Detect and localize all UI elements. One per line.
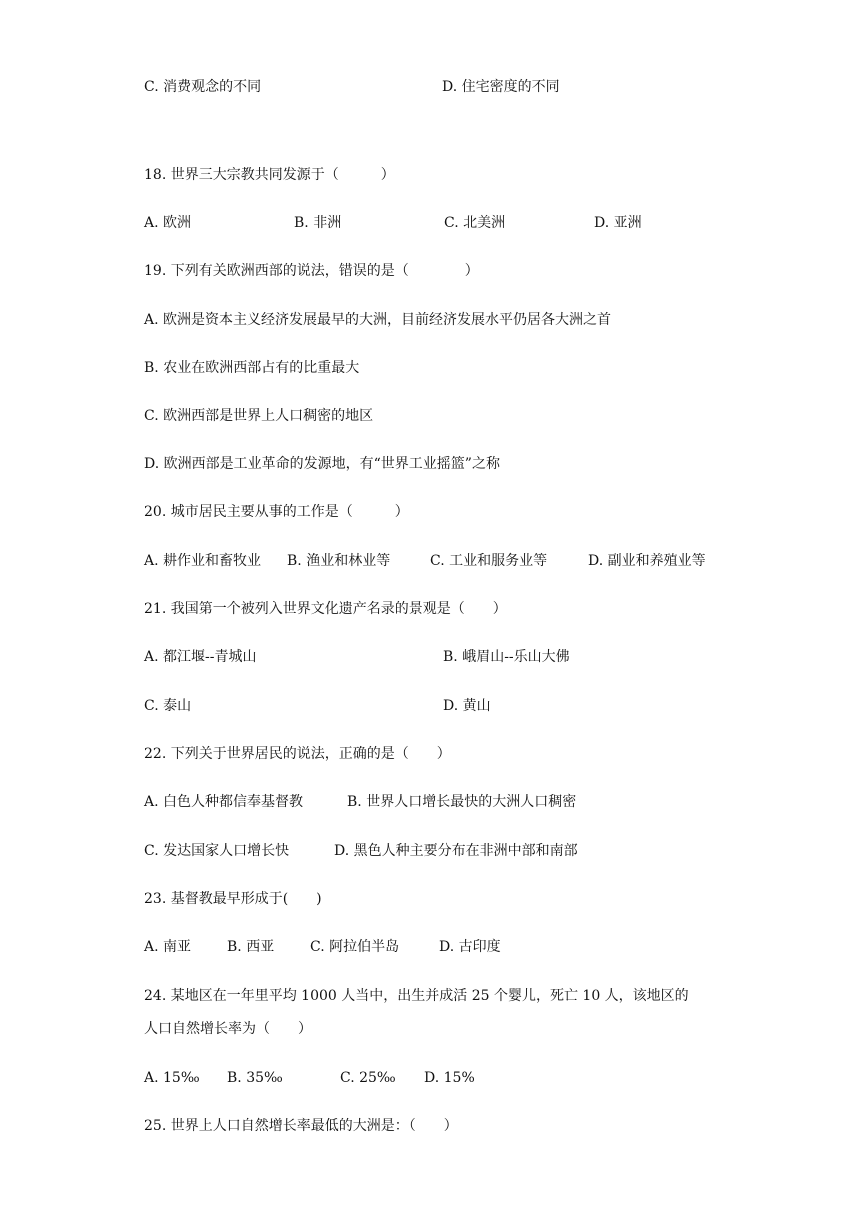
- q18-option-a: A. 欧洲: [144, 215, 192, 231]
- q18-option-d: D. 亚洲: [594, 215, 642, 231]
- q22-option-d: D. 黑色人种主要分布在非洲中部和南部: [334, 843, 578, 859]
- q21-stem: 21. 我国第一个被列入世界文化遗产名录的景观是（ ）: [144, 601, 507, 617]
- q24-stem-line-1: 24. 某地区在一年里平均 1000 人当中，出生并成活 25 个婴儿，死亡 10 人，该地区的: [144, 988, 689, 1004]
- q21-option-b: B. 峨眉山--乐山大佛: [443, 649, 570, 665]
- q20-option-d: D. 副业和养殖业等: [588, 553, 706, 569]
- q22-option-c: C. 发达国家人口增长快: [144, 843, 290, 859]
- q22-option-a: A. 白色人种都信奉基督教: [144, 794, 304, 810]
- q24-option-a: A. 15‰: [144, 1070, 200, 1086]
- q25-stem: 25. 世界上人口自然增长率最低的大洲是：（ ）: [144, 1118, 458, 1134]
- q23-option-b: B. 西亚: [227, 939, 275, 955]
- q22-stem: 22. 下列关于世界居民的说法，正确的是（ ）: [144, 746, 451, 762]
- q18-stem: 18. 世界三大宗教共同发源于（ ）: [144, 167, 395, 183]
- q23-option-c: C. 阿拉伯半岛: [310, 939, 400, 955]
- q24-stem-line-2: 人口自然增长率为（ ）: [144, 1021, 312, 1037]
- q18-option-c: C. 北美洲: [444, 215, 506, 231]
- q24-option-c: C. 25‰: [340, 1070, 396, 1086]
- q17-option-c: C. 消费观念的不同: [144, 79, 262, 95]
- q23-option-d: D. 古印度: [439, 939, 501, 955]
- q23-option-a: A. 南亚: [144, 939, 192, 955]
- q24-option-b: B. 35‰: [227, 1070, 283, 1086]
- q19-stem: 19. 下列有关欧洲西部的说法，错误的是（ ）: [144, 263, 479, 279]
- q19-option-c: C. 欧洲西部是世界上人口稠密的地区: [144, 408, 374, 424]
- q17-option-d: D. 住宅密度的不同: [442, 79, 560, 95]
- q20-stem: 20. 城市居民主要从事的工作是（ ）: [144, 504, 409, 520]
- q20-option-a: A. 耕作业和畜牧业: [144, 553, 262, 569]
- q21-option-a: A. 都江堰--青城山: [144, 649, 257, 665]
- q19-option-b: B. 农业在欧洲西部占有的比重最大: [144, 360, 360, 376]
- q20-option-b: B. 渔业和林业等: [287, 553, 391, 569]
- q19-option-d: D. 欧洲西部是工业革命的发源地，有“世界工业摇篮”之称: [144, 456, 500, 472]
- q21-option-d: D. 黄山: [443, 698, 491, 714]
- q22-option-b: B. 世界人口增长最快的大洲人口稠密: [347, 794, 577, 810]
- q19-option-a: A. 欧洲是资本主义经济发展最早的大洲，目前经济发展水平仍居各大洲之首: [144, 312, 612, 328]
- q24-option-d: D. 15%: [424, 1070, 475, 1086]
- q21-option-c: C. 泰山: [144, 698, 192, 714]
- q20-option-c: C. 工业和服务业等: [430, 553, 548, 569]
- q23-stem: 23. 基督教最早形成于( ): [144, 891, 322, 907]
- q18-option-b: B. 非洲: [294, 215, 342, 231]
